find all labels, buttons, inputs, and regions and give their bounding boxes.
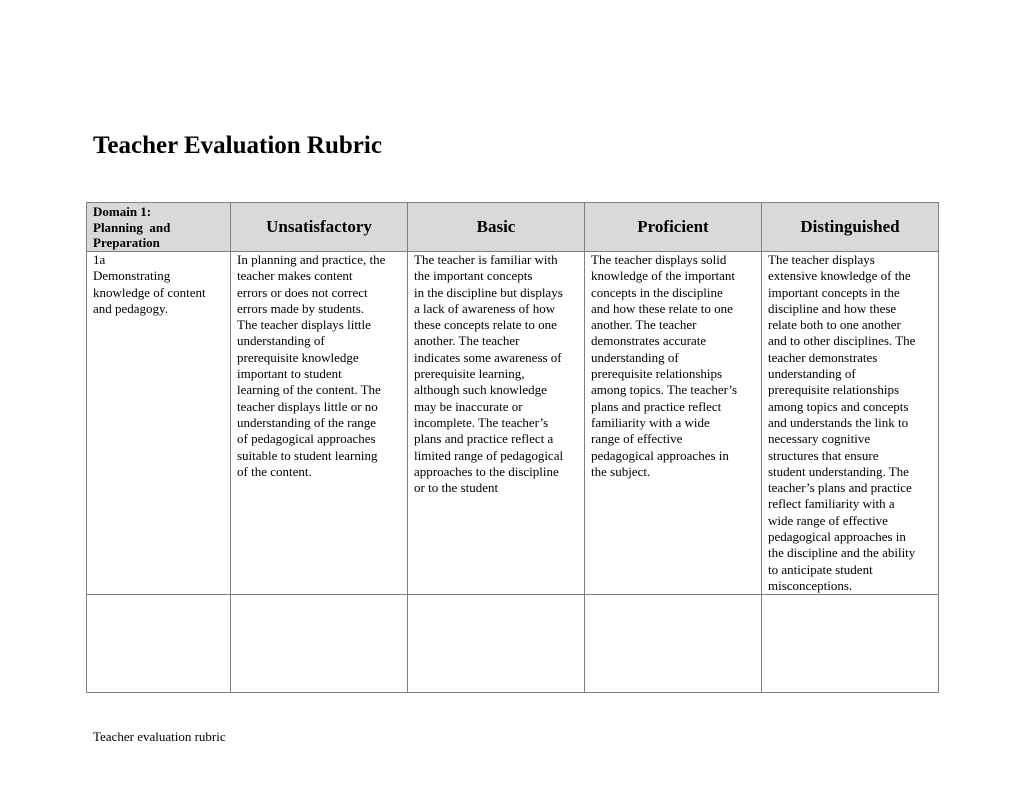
description-line: these concepts relate to one — [414, 317, 557, 333]
component-line: and pedagogy. — [93, 300, 168, 316]
description-line: in the discipline but displays — [414, 284, 563, 300]
rubric-empty-row — [87, 595, 939, 693]
description-line: The teacher displays — [768, 252, 875, 267]
description-line: plans and practice reflect a — [414, 431, 554, 447]
description-line: range of effective — [591, 431, 683, 447]
component-line: 1a — [93, 252, 106, 267]
rubric-table — [86, 202, 939, 693]
description-line: familiarity with a wide — [591, 414, 710, 430]
description-line: of pedagogical approaches — [237, 431, 376, 447]
description-unsatisfactory — [231, 252, 408, 595]
description-line: teacher’s plans and practice — [768, 480, 912, 496]
description-line: misconceptions. — [768, 577, 853, 593]
domain-header-line: Preparation — [93, 235, 160, 250]
description-line: the subject. — [591, 463, 651, 479]
description-line: concepts in the discipline — [591, 284, 723, 300]
description-line: structures that ensure — [768, 447, 879, 463]
description-line: teacher demonstrates — [768, 349, 878, 365]
description-line: may be inaccurate or — [414, 398, 523, 414]
description-line: plans and practice reflect — [591, 398, 722, 414]
description-line: or to the student — [414, 480, 499, 496]
component-cell — [87, 252, 231, 595]
description-line: understanding of — [237, 333, 325, 349]
description-line: teacher makes content — [237, 268, 353, 284]
description-line: reflect familiarity with a — [768, 496, 895, 512]
description-line: among topics and concepts — [768, 398, 909, 414]
description-line: teacher displays little or no — [237, 398, 378, 414]
description-line: of the content. — [237, 463, 312, 479]
description-line: and how these relate to one — [591, 300, 733, 316]
description-line: necessary cognitive — [768, 431, 871, 447]
rubric-header-row — [87, 203, 939, 252]
description-line: among topics. The teacher’s — [591, 382, 738, 398]
description-line: prerequisite relationships — [768, 382, 900, 398]
description-line: the important concepts — [414, 268, 533, 284]
description-line: In planning and practice, the — [237, 252, 386, 267]
domain-header-cell — [87, 203, 231, 252]
empty-cell — [408, 595, 585, 693]
description-line: prerequisite relationships — [591, 366, 723, 382]
rubric-row-1a — [87, 252, 939, 595]
description-line: to anticipate student — [768, 561, 873, 577]
level-header-unsatisfactory: Unsatisfactory — [231, 203, 408, 252]
description-line: pedagogical approaches in — [768, 529, 906, 545]
description-line: important concepts in the — [768, 284, 900, 300]
description-line: The teacher displays little — [237, 317, 371, 333]
level-header-basic: Basic — [408, 203, 585, 252]
description-line: and to other disciplines. The — [768, 333, 916, 349]
document-title: Teacher Evaluation Rubric — [93, 132, 382, 159]
component-line: Demonstrating — [93, 268, 171, 284]
description-proficient — [585, 252, 762, 595]
description-line: suitable to student learning — [237, 447, 378, 463]
description-line: important to student — [237, 366, 342, 382]
description-line: the discipline and the ability — [768, 545, 916, 561]
description-line: limited range of pedagogical — [414, 447, 564, 463]
description-line: discipline and how these — [768, 300, 897, 316]
description-line: errors made by students. — [237, 300, 365, 316]
level-header-proficient: Proficient — [585, 203, 762, 252]
description-line: understanding of — [591, 349, 679, 365]
domain-header-line: Domain 1: — [93, 204, 152, 219]
description-basic — [408, 252, 585, 595]
description-line: knowledge of the important — [591, 268, 736, 284]
description-line: The teacher is familiar with — [414, 252, 558, 267]
description-line: and understands the link to — [768, 414, 909, 430]
description-line: relate both to one another — [768, 317, 901, 333]
description-line: another. The teacher — [414, 333, 520, 349]
description-line: The teacher displays solid — [591, 252, 727, 267]
level-header-distinguished: Distinguished — [762, 203, 939, 252]
description-line: understanding of the range — [237, 414, 376, 430]
description-line: demonstrates accurate — [591, 333, 707, 349]
description-line: prerequisite learning, — [414, 366, 525, 382]
domain-header-line: Planning and — [93, 219, 171, 235]
component-line: knowledge of content — [93, 284, 206, 300]
description-line: a lack of awareness of how — [414, 300, 556, 316]
description-line: although such knowledge — [414, 382, 547, 398]
description-line: errors or does not correct — [237, 284, 368, 300]
description-line: another. The teacher — [591, 317, 697, 333]
description-line: pedagogical approaches in — [591, 447, 729, 463]
empty-cell — [87, 595, 231, 693]
description-line: indicates some awareness of — [414, 349, 562, 365]
description-line: learning of the content. The — [237, 382, 381, 398]
description-line: student understanding. The — [768, 463, 909, 479]
page-footer: Teacher evaluation rubric — [93, 729, 226, 744]
description-line: incomplete. The teacher’s — [414, 414, 549, 430]
description-line: approaches to the discipline — [414, 463, 559, 479]
description-line: understanding of — [768, 366, 856, 382]
description-distinguished — [762, 252, 939, 595]
description-line: wide range of effective — [768, 512, 888, 528]
empty-cell — [585, 595, 762, 693]
description-line: prerequisite knowledge — [237, 349, 359, 365]
empty-cell — [231, 595, 408, 693]
description-line: extensive knowledge of the — [768, 268, 911, 284]
empty-cell — [762, 595, 939, 693]
